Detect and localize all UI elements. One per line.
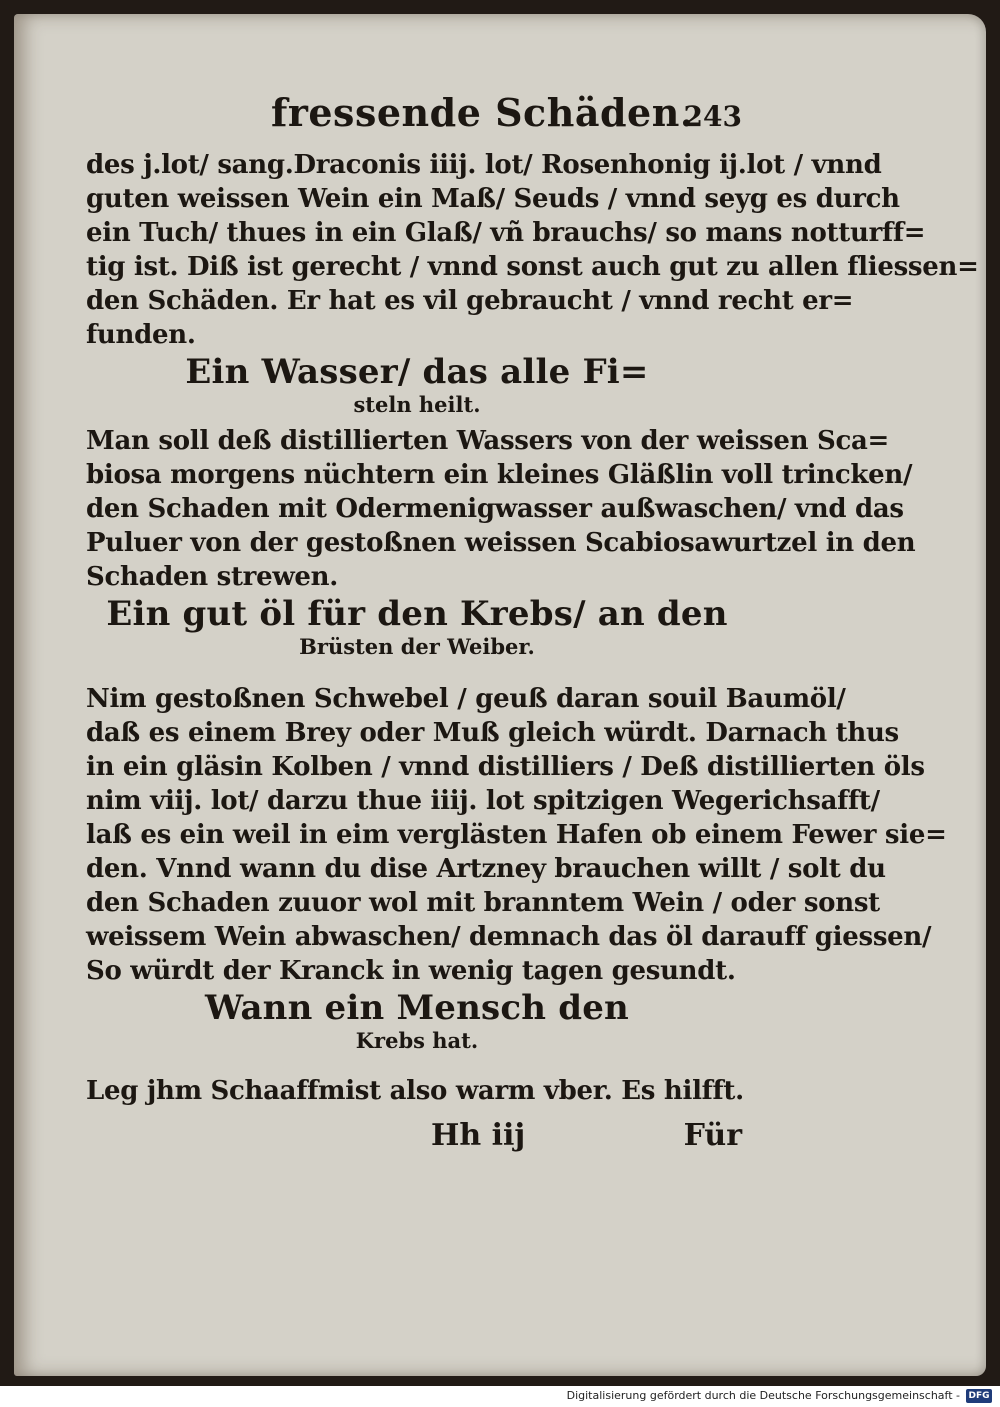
text-line: tig ist. Diß ist gerecht / vnnd sonst auch gut zu allen fliessen= [86,252,979,282]
text-line: Puluer von der gestoßnen weissen Scabiosawurtzel in den [86,528,916,558]
text-line: funden. [86,320,196,350]
text-line: laß es ein weil in eim verglästen Hafen ob einem Fewer sie= [86,820,947,850]
text-line: den Schaden mit Odermenigwasser außwaschen/ vnd das [86,494,904,524]
heading-krebs-oel: Ein gut öl für den Krebs/ an den [106,594,728,634]
text-line: den Schaden zuuor wol mit branntem Wein / oder sonst [86,888,880,918]
subheading-mensch: Krebs hat. [355,1028,479,1053]
page-header [86,84,748,148]
text-line: Man soll deß distillierten Wassers von der weissen Sca= [86,426,890,456]
text-line: Schaden strewen. [86,562,339,592]
text-line: nim viij. lot/ darzu thue iiij. lot spitzigen Wegerichsafft/ [86,786,880,816]
text-line: den Schäden. Er hat es vil gebraucht / vnnd recht er= [86,286,854,316]
text-line: ein Tuch/ thues in ein Glaß/ vñ brauchs/ so mans notturff= [86,218,926,248]
catchline [86,1112,748,1160]
book-page [14,14,986,1376]
paragraph-1 [86,148,979,352]
heading-fistel-wasser: Ein Wasser/ das alle Fi= [185,352,649,392]
subheading-fistel: steln heilt. [353,392,481,417]
text-line: des j.lot/ sang.Draconis iiij. lot/ Rosenhonig ij.lot / vnnd [86,150,882,180]
paragraph-4 [86,1074,748,1108]
text-block [86,84,979,1160]
subheading-krebs: Brüsten der Weiber. [299,634,535,659]
paragraph-3 [86,682,947,988]
text-line: in ein gläsin Kolben / vnnd distilliers / Deß distillierten öls [86,752,925,782]
funding-credit: Digitalisierung gefördert durch die Deutsche Forschungsgemeinschaft - [566,1389,960,1402]
catchword: Für [683,1118,742,1153]
text-line: biosa morgens nüchtern ein kleines Gläßlin voll trincken/ [86,460,913,490]
text-line: daß es einem Brey oder Muß gleich würdt. Darnach thus [86,718,899,748]
running-head: fressende Schäden. [271,90,694,135]
text-line: Leg jhm Schaaffmist also warm vber. Es hilfft. [86,1076,744,1106]
page-number: 243 [683,100,742,133]
text-line: den. Vnnd wann du dise Artzney brauchen willt / solt du [86,854,886,884]
text-line: weissem Wein abwaschen/ demnach das öl darauff giessen/ [86,922,932,952]
text-line: guten weissen Wein ein Maß/ Seuds / vnnd seyg es durch [86,184,900,214]
heading-mensch-krebs: Wann ein Mensch den [205,988,629,1028]
signature-mark: Hh iij [431,1118,526,1153]
paragraph-2 [86,424,916,594]
footer-bar [0,1386,1000,1407]
text-line: So würdt der Kranck in wenig tagen gesundt. [86,956,736,986]
dfg-logo-icon: DFG [966,1389,992,1403]
text-line: Nim gestoßnen Schwebel / geuß daran souil Baumöl/ [86,684,846,714]
